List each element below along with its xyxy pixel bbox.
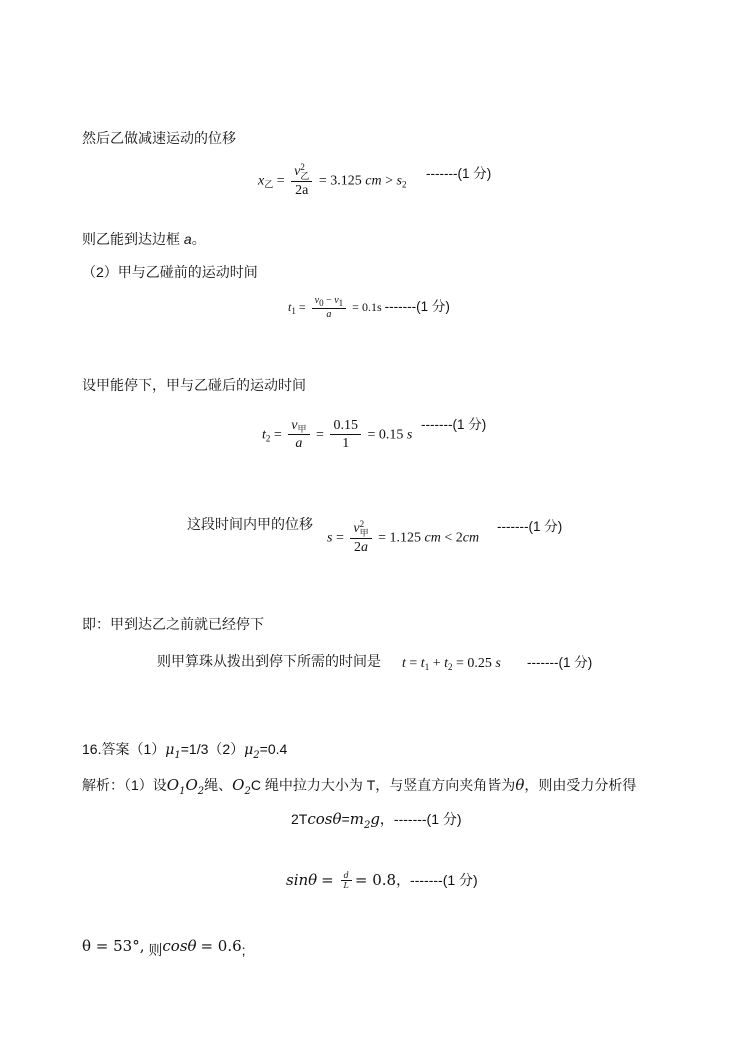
sub-2: 2 [363,820,371,831]
var-a: a [360,540,368,555]
equation-s: s = v2 甲 2a = 1.125 cm < 2cm [327,519,480,555]
value: = 0.6 [200,937,242,955]
fraction-v2-over-2a [291,163,312,200]
sub-2: 2 [253,750,260,761]
sub-2: 2 [265,433,271,444]
sub-1: 1 [424,662,430,672]
equals: = [321,871,334,889]
score-mark: -------(1 分) [497,519,563,534]
unit: cm [462,530,480,546]
var-v: v [314,295,320,306]
sup-2: 2 [300,162,305,172]
denominator: 1 [342,436,350,452]
var-t: t [262,427,266,443]
fraction-v-over-a [288,418,309,453]
text: 解析：（1）设 [82,777,167,793]
analysis-line [82,775,636,797]
sub-1: 1 [179,786,186,797]
sub-yi: 乙 [264,179,274,190]
sub-jia: 甲 [297,424,307,434]
value: = 0.25 [455,656,492,671]
denominator: L [343,881,349,891]
value: = 1.125 [378,530,421,546]
var-O: O [185,776,198,794]
fraction-v0-minus-v1-over-a [312,295,347,322]
equation-sin-theta [286,870,478,891]
theta-value: θ = 53° [82,937,140,955]
func-cos: cosθ [307,810,342,828]
text-then: 则 [148,942,163,958]
score-mark: -------(1 分) [384,299,450,315]
numerator: 0.15 [330,418,361,435]
func-cos: cosθ [162,937,197,955]
unit: cm [424,530,441,546]
equals: = [341,811,350,827]
text: 2T [291,811,308,827]
func-sin: sinθ [286,871,318,889]
paragraph-stops-before: 即：甲到达乙之前就已经停下 [82,616,264,632]
comma: , [139,937,145,955]
var-s: s [396,173,402,189]
comparator: > [385,173,394,189]
text: 。 [191,231,206,247]
var-v: v [294,164,301,180]
var-t: t [288,300,292,315]
value: = 0.8 [354,871,397,889]
var-mu: μ [244,742,254,758]
sub-1: 1 [338,298,344,308]
var-theta: θ [515,776,525,794]
var-v: v [334,295,339,306]
equation-t1: $t_1$ = $\frac{v0 - v1}{a}$ = 0.1s -------(1 分) [288,295,450,321]
sub-2: 2 [244,786,251,797]
paragraph-jia-displacement: 这段时间内甲的位移 [187,516,313,532]
text: 则乙能到达边框 [82,231,184,247]
fraction-v2-over-2a [350,520,371,557]
text: 绳、 [204,777,233,793]
fraction-d-over-L [341,871,352,891]
sub-1: 1 [291,306,296,317]
unit: cm [365,173,382,189]
paragraph-decel-displacement: 然后乙做减速运动的位移 [82,130,236,146]
score-mark: -------(1 分) [426,166,492,181]
var-mu: μ [165,742,175,758]
text: C 绳中拉力大小为 T，与竖直方向夹角皆为 [250,777,516,793]
answer-label: 16.答案（1） [82,741,166,757]
var-v: v [353,521,360,537]
value: = 0.1s [352,300,382,315]
sub-0: 0 [319,298,324,308]
comparator: < 2 [444,530,463,546]
numerator: d [341,871,352,881]
semicolon: ; [241,942,246,958]
sub-1: 1 [174,750,181,761]
var-O: O [166,776,180,794]
equation-total-t: $t = t_1 + t_2 = 0.25$ s [402,656,501,672]
paragraph-after-collision: 设甲能停下，甲与乙碰后的运动时间 [82,377,306,393]
denominator-coef: 2 [353,540,361,555]
var-t: t [420,656,425,671]
minus: − [326,295,332,306]
var-v: v [291,418,298,433]
score-mark: ，-------(1 分) [396,872,478,888]
score-mark: -------(1 分) [527,655,593,670]
paragraph-total-time: 则甲算珠从拨出到停下所需的时间是 [157,653,381,669]
denominator: a [295,436,303,452]
var-x: x [258,173,265,189]
score-mark: -------(1 分) [421,417,487,432]
equation-t2: $t_2$ = $\frac{v_甲}{a}$ = $\frac{0.15}{1}$ = 0.15 s [262,418,413,452]
sub-2: 2 [447,662,453,672]
text: ，则由受力分析得 [524,777,637,793]
sub-2: 2 [197,786,205,797]
var-m: m [349,810,364,828]
unit: s [495,656,501,671]
sup-2: 2 [359,519,365,529]
value: =0.4 [259,741,288,757]
var-a: a [183,231,192,247]
sub-jia: 甲 [359,528,369,538]
text: （2） [208,741,245,757]
value: = 3.125 [318,173,362,189]
sub-yi: 乙 [300,171,310,181]
equation-theta-53 [82,937,246,960]
var-O: O [232,776,245,794]
paragraph-reach-border [82,229,206,249]
score-mark: ，-------(1 分) [379,811,462,827]
answer-16 [82,739,287,761]
var-g: g [370,810,380,828]
denominator: 2a [295,183,309,198]
equation-force-balance [291,809,462,831]
unit: s [406,427,413,443]
equation-x-yi: $x_乙$ = v2 乙 2a = 3.125 cm > $s_2$ [258,162,407,198]
var-s: s [327,530,333,546]
denominator: a [326,309,332,321]
paragraph-part-2: （2）甲与乙碰前的运动时间 [82,264,258,280]
fraction-0.15-over-1 [330,418,361,453]
value: =1/3 [180,741,209,757]
value: = 0.15 [367,427,404,443]
var-t: t [444,656,448,671]
var-t: t [402,656,406,671]
sub-2: 2 [401,179,407,190]
